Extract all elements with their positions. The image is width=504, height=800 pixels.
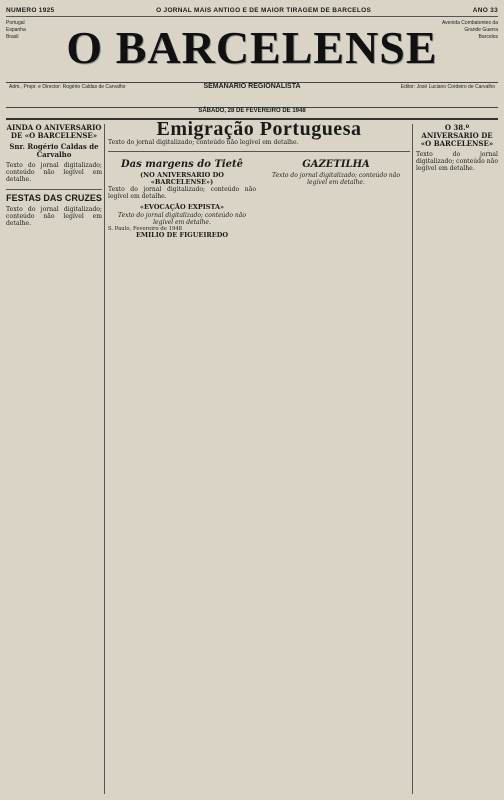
right-heading: O 38.º ANIVERSARIO DE «O BARCELENSE» xyxy=(420,123,494,148)
slogan: O JORNAL MAIS ANTIGO E DE MAIOR TIRAGEM DE BARCELOS xyxy=(156,6,372,14)
top-bar xyxy=(6,4,498,17)
masthead-left-tabs: Portugal Espanha Brasil xyxy=(6,20,26,40)
left-column xyxy=(6,124,102,227)
section-tiete: Das margens do Tietê xyxy=(120,159,244,171)
gazette-title: GAZETILHA xyxy=(302,159,370,171)
subtitle: SEMANARIO REGIONALISTA xyxy=(203,83,301,90)
masthead-right-tabs: Avenida Combatentes da Grande Guerra Barcelos xyxy=(441,20,498,40)
author-line: S. Paulo, Fevereiro de 1948 xyxy=(108,225,183,232)
dateline: SÁBADO, 28 DE FEVEREIRO DE 1948 xyxy=(6,108,498,120)
sub-bar xyxy=(6,82,498,108)
left-body-1: Texto do jornal digitalizado; conteúdo não legível em detalhe. xyxy=(6,162,102,184)
editor-line: Editor: José Luciano Cordeiro de Carvalho xyxy=(400,84,495,90)
issue-number: NUMERO 1925 xyxy=(6,6,55,14)
right-column: O 38.º ANIVERSARIO DE «O BARCELENSE» Texto do jornal digitalizado; conteúdo não legível em detalhe. xyxy=(416,123,498,173)
year: ANO 33 xyxy=(472,6,498,14)
left-heading-2: Snr. Rogério Caldas de Carvalho xyxy=(9,142,99,159)
director-line: Adm., Propr. e Director: Rogério Caldas de Carvalho xyxy=(9,84,126,90)
section-tiete-sub: (NO ANIVERSARIO DO «BARCELENSE») xyxy=(140,170,224,186)
headline: Emigração Portuguesa xyxy=(156,118,362,140)
headline-body: Texto do jornal digitalizado; conteúdo não legível em detalhe. xyxy=(108,139,299,147)
masthead xyxy=(6,20,498,90)
newspaper-title: O BARCELENSE xyxy=(66,22,438,73)
left-heading-3: FESTAS DAS CRUZES xyxy=(6,192,102,203)
left-body-2: Texto do jornal digitalizado; conteúdo não legível em detalhe. xyxy=(6,205,102,228)
main-column: Emigração Portuguesa Texto do jornal digitalizado; conteúdo não legível em detalhe. Das margens do Tietê (NO ANIVERSARIO DO «BARCELENSE») Texto do jornal digitalizado; conteúdo não legível em detalhe. «EVOCAÇÃO EXPISTA» Texto do jornal digitalizado; conteúdo não legível em detalhe. S. Paulo, Fevereiro de 1948 EMILIO DE FIGUEIREDO GAZETILHA Texto do jornal digitalizado; conteúdo não legível em detalhe. xyxy=(108,124,410,239)
left-heading-1: AINDA O ANIVERSARIO DE «O BARCELENSE» xyxy=(6,123,102,140)
poem-title: «EVOCAÇÃO EXPISTA» xyxy=(139,203,225,212)
signature: EMILIO DE FIGUEIREDO xyxy=(135,230,229,239)
